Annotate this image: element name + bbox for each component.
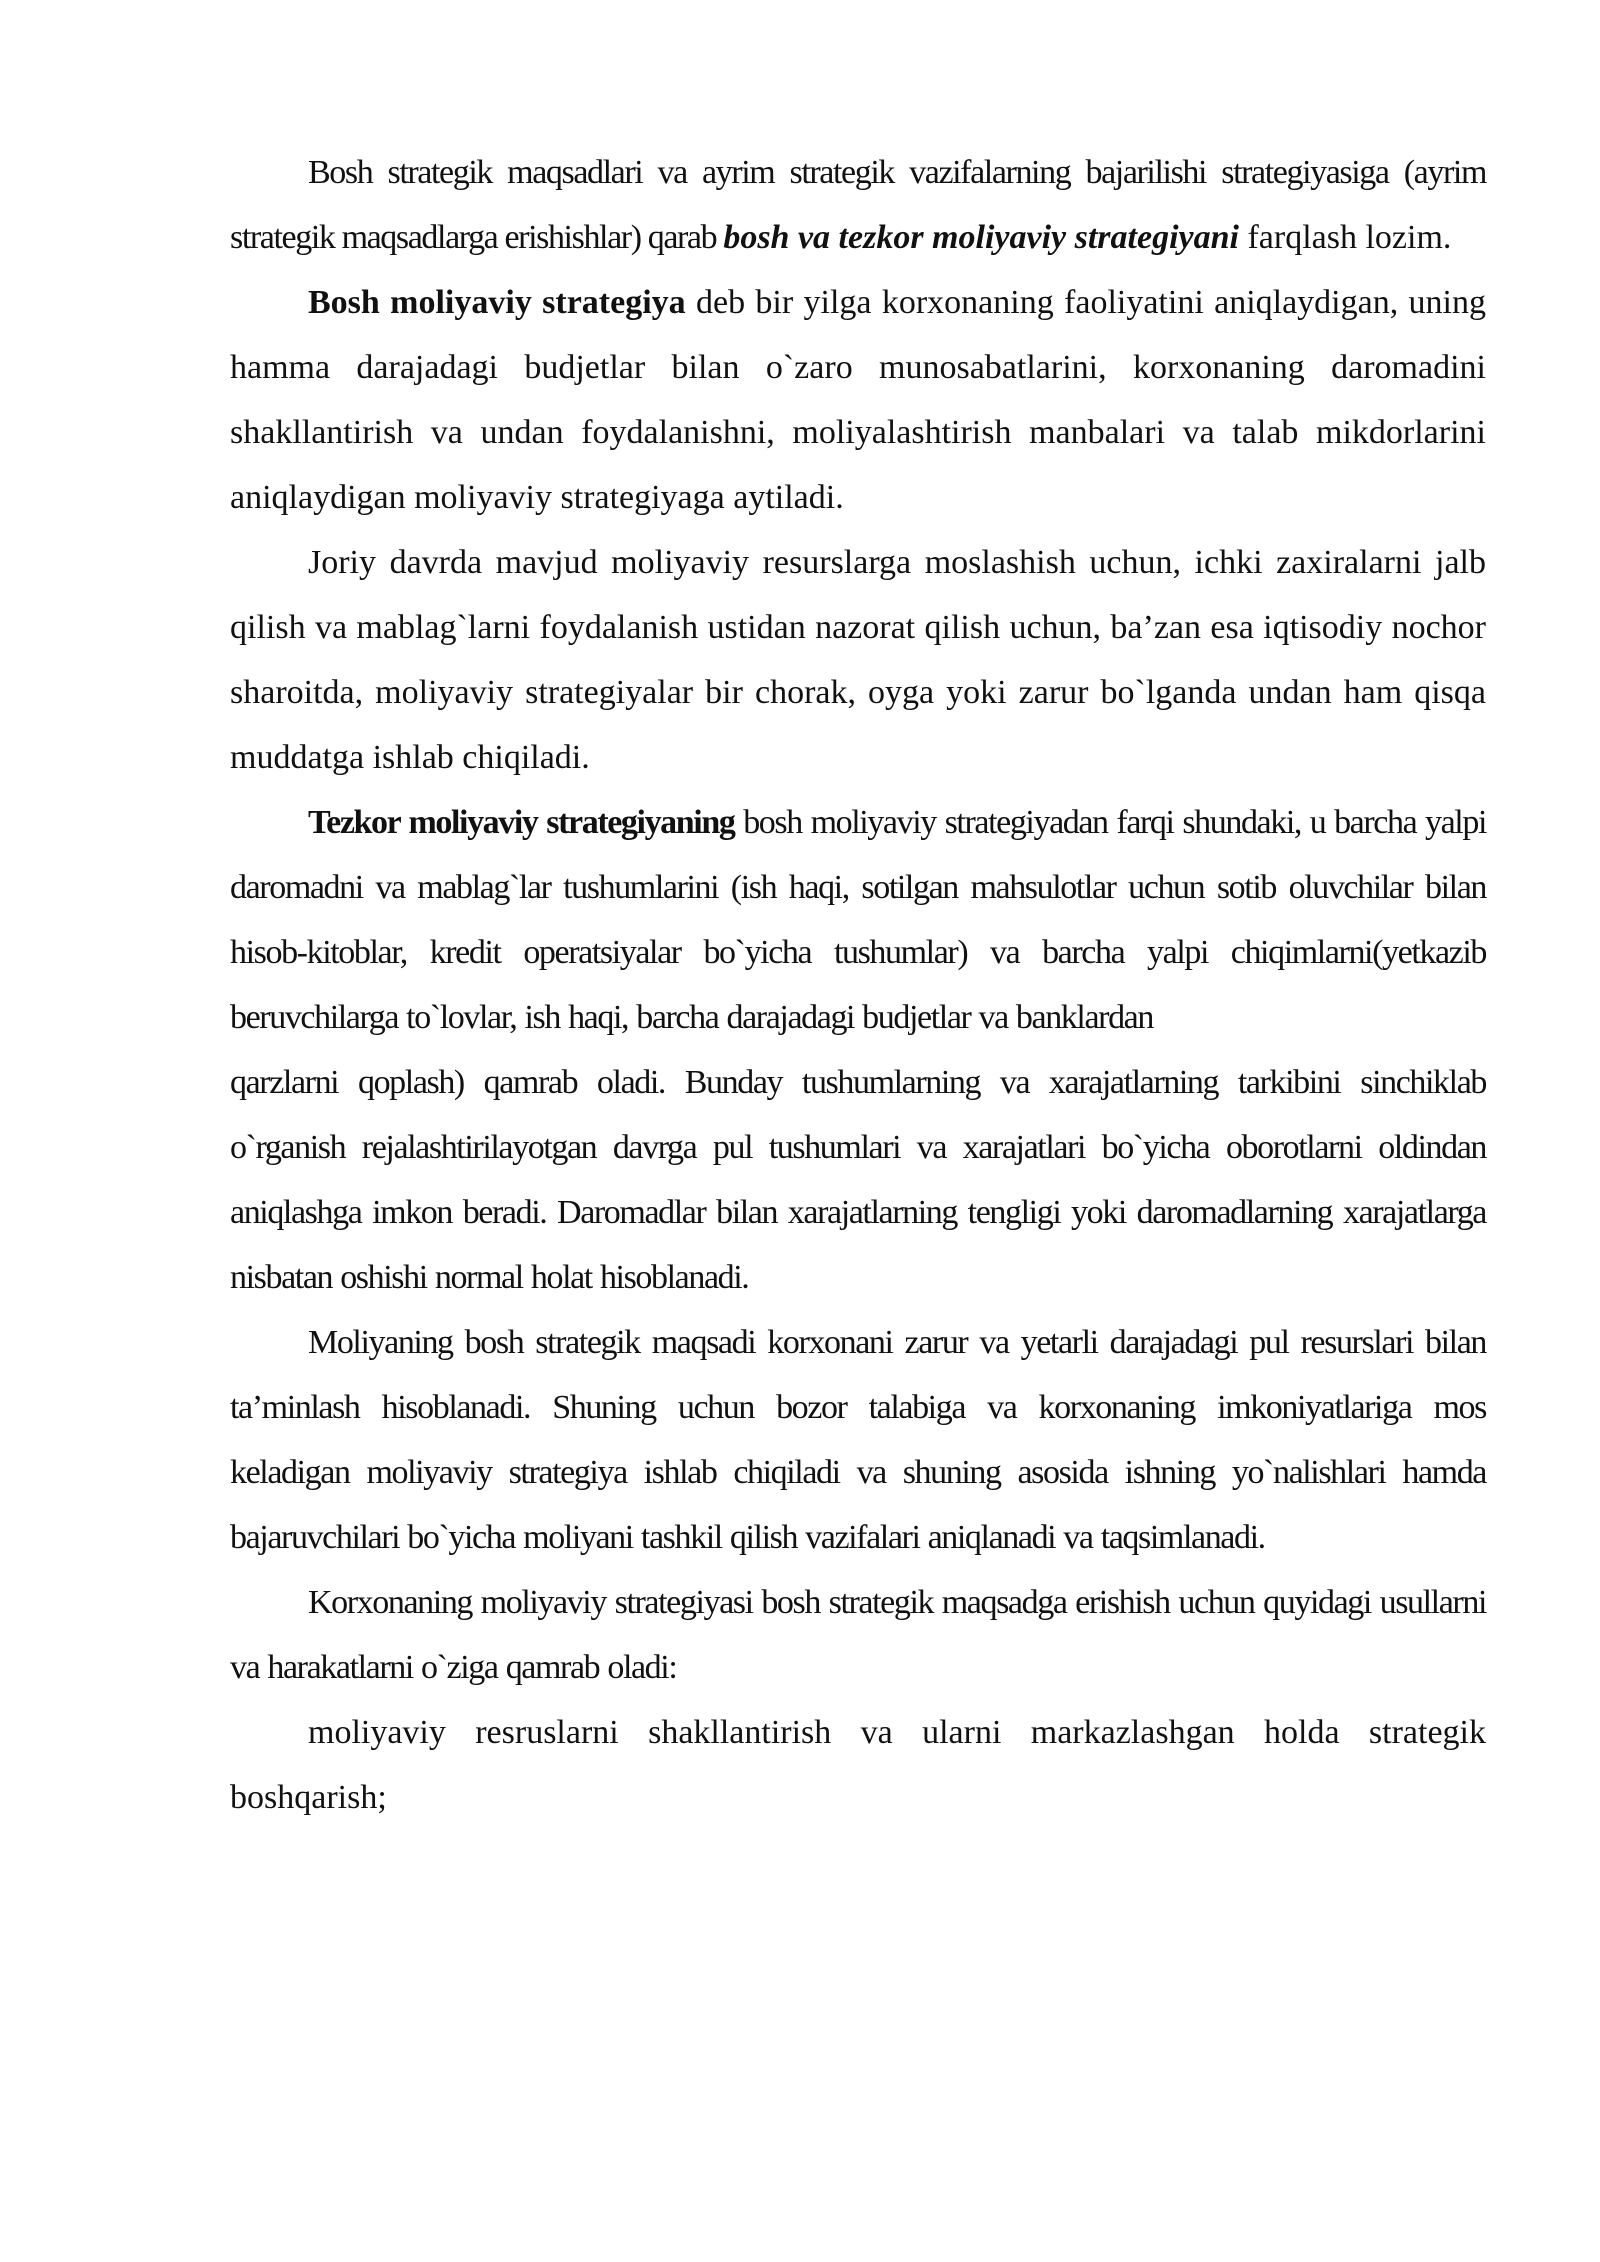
paragraph-3 bbox=[230, 530, 1486, 790]
paragraph-2-text: deb bir yilga korxonaning faoliyatini aniqlaydigan, uning hamma darajadagi budjetlar bilan o`zaro munosabatlarini, korxonaning daromadini shakllantirish va undan foydalanishni, moliyalashtirish manbalari va talab mikdorlarini aniqlaydigan moliyaviy strategiyaga aytiladi. bbox=[230, 284, 1486, 516]
paragraph-3-text: Joriy davrda mavjud moliyaviy resurslarga moslashish uchun, ichki zaxiralarni jalb qilish va mablag`larni foydalanish ustidan nazorat qilish uchun, ba’zan esa iqtisodiy nochor sharoitda, moliyaviy strategiyalar bir chorak, oyga yoki zarur bo`lganda undan ham qisqa muddatga ishlab chiqiladi. bbox=[230, 544, 1486, 776]
paragraph-1-text: Bosh strategik maqsadlari va ayrim strategik vazifalarning bajarilishi strategiyasiga (ayrim strategik maqsadlarga erishishlar) qarab bbox=[230, 154, 1486, 256]
paragraph-4-text: bosh moliyaviy strategiyadan farqi shundaki, u barcha yalpi daromadni va mablag`lar tushumlarini (ish haqi, sotilgan mahsulotlar uchun sotib oluvchilar bilan hisob-kitoblar, kredit operatsiyalar bo`yicha tushumlar) va barcha yalpi chiqimlarni(yetkazib beruvchilarga to`lovlar, ish haqi, barcha darajadagi budjetlar va banklardan bbox=[230, 804, 1486, 1036]
paragraph-8 bbox=[230, 1700, 1486, 1830]
paragraph-1-tail: farqlash lozim. bbox=[1238, 219, 1452, 256]
paragraph-6 bbox=[230, 1310, 1486, 1570]
paragraph-8-text: moliyaviy resruslarni shakllantirish va ularni markazlashgan holda strategik boshqarish; bbox=[230, 1714, 1486, 1816]
paragraph-2 bbox=[230, 270, 1486, 530]
paragraph-7-text: Korxonaning moliyaviy strategiyasi bosh strategik maqsadga erishish uchun quyidagi usullarni va harakatlarni o`ziga qamrab oladi: bbox=[230, 1584, 1486, 1686]
paragraph-2-term: Bosh moliyaviy strategiya bbox=[308, 284, 686, 321]
paragraph-4 bbox=[230, 790, 1486, 1050]
paragraph-5 bbox=[230, 1050, 1486, 1310]
paragraph-5-text: qarzlarni qoplash) qamrab oladi. Bunday tushumlarning va xarajatlarning tarkibini sinchiklab o`rganish rejalashtirilayotgan davrga pul tushumlari va xarajatlari bo`yicha oborotlarni oldindan aniqlashga imkon beradi. Daromadlar bilan xarajatlarning tengligi yoki daromadlarning xarajatlarga nisbatan oshishi normal holat hisoblanadi. bbox=[230, 1064, 1486, 1296]
paragraph-1 bbox=[230, 140, 1486, 270]
paragraph-4-term: Tezkor moliyaviy strategiyaning bbox=[308, 804, 735, 841]
document-body bbox=[230, 140, 1486, 1830]
paragraph-6-text: Moliyaning bosh strategik maqsadi korxonani zarur va yetarli darajadagi pul resurslari bilan ta’minlash hisoblanadi. Shuning uchun bozor talabiga va korxonaning imkoniyatlariga mos keladigan moliyaviy strategiya ishlab chiqiladi va shuning asosida ishning yo`nalishlari hamda bajaruvchilari bo`yicha moliyani tashkil qilish vazifalari aniqlanadi va taqsimlanadi. bbox=[230, 1324, 1486, 1556]
paragraph-1-emphasis: bosh va tezkor moliyaviy strategiyani bbox=[723, 219, 1239, 256]
paragraph-7 bbox=[230, 1570, 1486, 1700]
